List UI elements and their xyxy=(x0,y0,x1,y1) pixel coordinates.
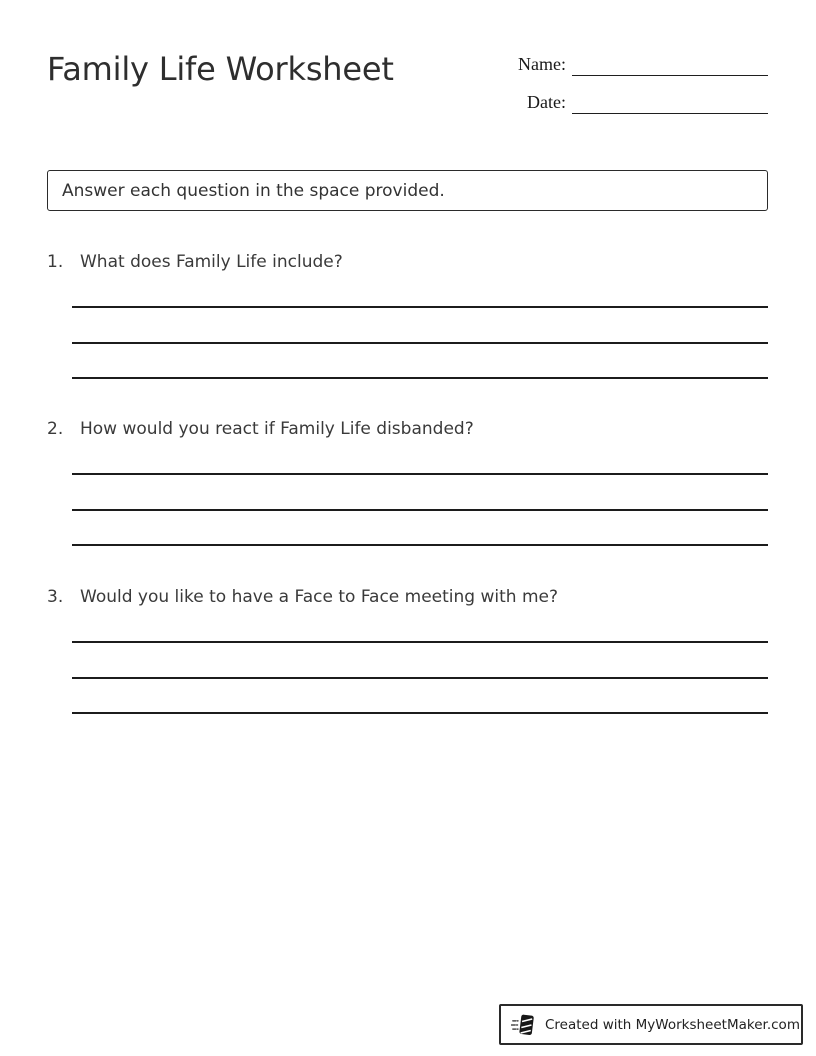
question-text: What does Family Life include? xyxy=(80,252,343,272)
name-label: Name: xyxy=(518,54,566,74)
worksheet-maker-logo-icon xyxy=(511,1012,537,1038)
instructions-box xyxy=(47,170,768,211)
question-1 xyxy=(47,252,768,379)
question-3 xyxy=(47,587,768,714)
date-label: Date: xyxy=(527,92,566,112)
date-field-row xyxy=(500,88,768,114)
answer-line xyxy=(72,544,768,546)
instructions-text: Answer each question in the space provided. xyxy=(62,180,445,201)
answer-line xyxy=(72,677,768,679)
name-field-row xyxy=(500,50,768,76)
question-number: 1. xyxy=(47,252,64,272)
question-text: Would you like to have a Face to Face meeting with me? xyxy=(80,587,559,607)
question-1-row xyxy=(47,252,768,272)
name-field-line xyxy=(572,52,768,76)
answer-line xyxy=(72,473,768,475)
page-title: Family Life Worksheet xyxy=(47,50,394,88)
question-2-answer-lines xyxy=(72,473,768,546)
question-2-row xyxy=(47,419,768,439)
date-field-line xyxy=(572,90,768,114)
question-3-answer-lines xyxy=(72,641,768,714)
question-number: 3. xyxy=(47,587,64,607)
question-1-answer-lines xyxy=(72,306,768,379)
answer-line xyxy=(72,641,768,643)
answer-line xyxy=(72,377,768,379)
created-with-text: Created with MyWorksheetMaker.com xyxy=(545,1016,800,1033)
question-text: How would you react if Family Life disbanded? xyxy=(80,419,474,439)
answer-line xyxy=(72,712,768,714)
answer-line xyxy=(72,342,768,344)
answer-line xyxy=(72,509,768,511)
question-3-row xyxy=(47,587,768,607)
question-2 xyxy=(47,419,768,546)
answer-line xyxy=(72,306,768,308)
question-number: 2. xyxy=(47,419,64,439)
created-with-badge[interactable] xyxy=(499,1004,803,1045)
